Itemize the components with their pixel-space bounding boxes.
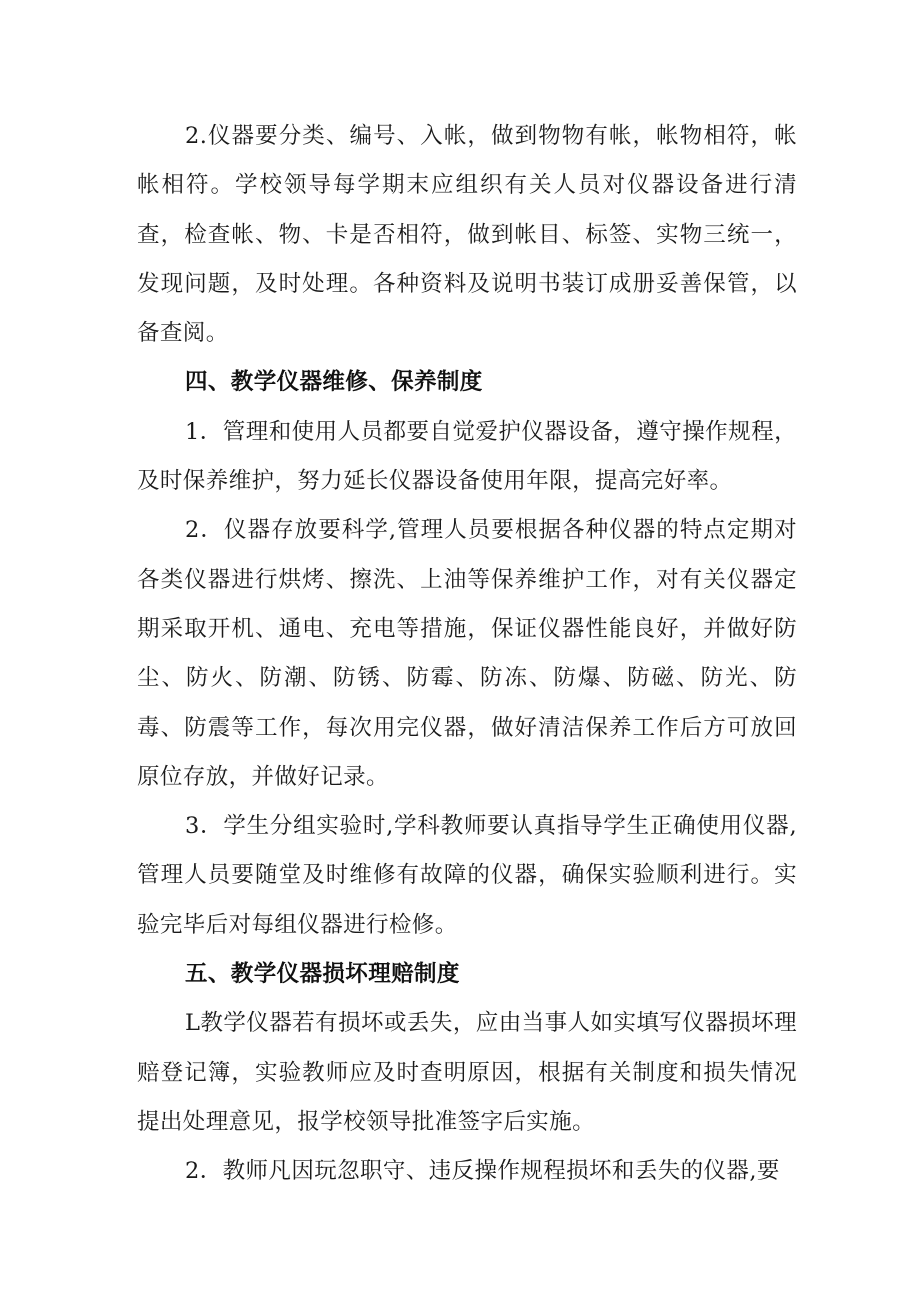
document-body [137, 112, 797, 1197]
section-heading-compensation: 五、教学仪器损坏理赔制度 [185, 961, 460, 988]
paragraph-maintenance-3: 3．学生分组实验时,学科教师要认真指导学生正确使用仪器,管理人员要随堂及时维修有故障的仪器，确保实验顺利进行。实验完毕后对每组仪器进行检修。 [137, 813, 797, 938]
paragraph-maintenance-2: 2．仪器存放要科学,管理人员要根据各种仪器的特点定期对各类仪器进行烘烤、擦洗、上油等保养维护工作，对有关仪器定期采取开机、通电、充电等措施，保证仪器性能良好，并做好防尘、防火、防潮、防锈、防霉、防冻、防爆、防磁、防光、防毒、防震等工作，每次用完仪器，做好清洁保养工作后方可放回原位存放，并做好记录。 [137, 517, 797, 790]
section-heading-maintenance: 四、教学仪器维修、保养制度 [185, 369, 483, 396]
paragraph-maintenance-1: 1．管理和使用人员都要自觉爱护仪器设备，遵守操作规程，及时保养维护，努力延长仪器设备使用年限，提高完好率。 [137, 418, 797, 495]
paragraph-compensation-1: L教学仪器若有损坏或丢失，应由当事人如实填写仪器损坏理赔登记簿，实验教师应及时查明原因，根据有关制度和损失情况提出处理意见，报学校领导批准签字后实施。 [137, 1010, 797, 1135]
paragraph-inventory-rules: 2.仪器要分类、编号、入帐，做到物物有帐，帐物相符，帐帐相符。学校领导每学期末应组织有关人员对仪器设备进行清查，检查帐、物、卡是否相符，做到帐目、标签、实物三统一，发现问题，及时处理。各种资料及说明书装订成册妥善保管，以备查阅。 [137, 123, 797, 347]
paragraph-compensation-2: 2．教师凡因玩忽职守、违反操作规程损坏和丢失的仪器,要 [185, 1158, 780, 1185]
